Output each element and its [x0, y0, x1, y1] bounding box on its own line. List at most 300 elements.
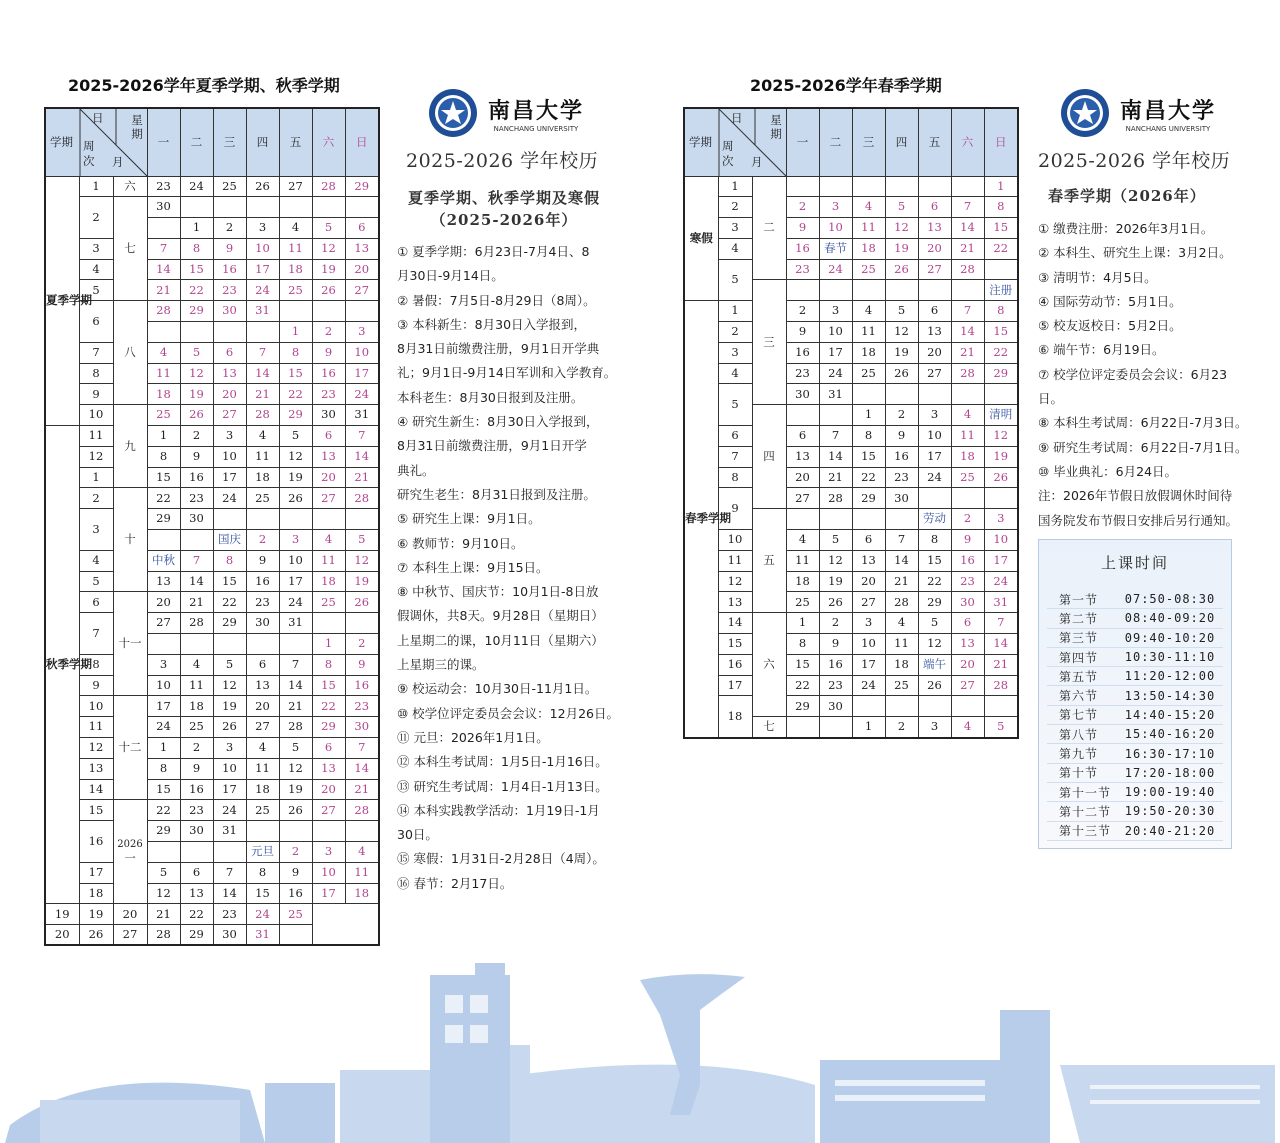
day-cell: 23	[180, 800, 213, 821]
calendar-row	[684, 301, 1018, 322]
note-line: 上星期二的课，10月11日（星期六）	[397, 632, 604, 648]
month-label: 六	[752, 613, 786, 717]
calendar-row	[45, 696, 379, 717]
day-cell: 21	[885, 571, 918, 592]
day-cell	[147, 322, 180, 343]
class-times-list	[1047, 590, 1223, 841]
calendar-row	[684, 384, 1018, 405]
day-cell	[246, 509, 279, 530]
day-cell: 18	[345, 883, 379, 904]
day-cell: 12	[984, 426, 1018, 447]
day-cell: 15	[984, 218, 1018, 239]
day-cell: 16	[180, 467, 213, 488]
day-cell: 10	[852, 634, 885, 655]
week-number: 9	[79, 384, 113, 405]
semester-label: 寒假	[684, 176, 718, 301]
period-time: 19:00-19:40	[1124, 785, 1216, 800]
day-cell: 1	[180, 218, 213, 239]
day-cell: 23	[786, 363, 819, 384]
day-cell: 7	[345, 738, 379, 759]
calendar-row	[45, 613, 379, 634]
day-cell: 19	[279, 467, 312, 488]
day-cell: 春节	[819, 238, 852, 259]
class-period-row	[1047, 764, 1223, 783]
day-cell: 24	[147, 717, 180, 738]
note-line: 8月31日前缴费注册，9月1日开学	[397, 438, 587, 454]
day-cell: 10	[819, 218, 852, 239]
day-cell: 19	[885, 342, 918, 363]
week-number: 12	[79, 738, 113, 759]
note-line: ③ 本科新生：8月30日入学报到，	[397, 316, 587, 332]
day-cell: 30	[180, 821, 213, 842]
day-cell: 24	[852, 675, 885, 696]
day-cell: 22	[312, 696, 345, 717]
period-time: 13:50-14:30	[1124, 688, 1216, 703]
month-label: 七	[113, 197, 147, 301]
day-cell: 9	[885, 426, 918, 447]
day-cell: 7	[345, 426, 379, 447]
period-time: 19:50-20:30	[1124, 804, 1216, 819]
day-cell: 9	[819, 634, 852, 655]
week-number: 1	[79, 176, 113, 197]
day-cell: 7	[147, 238, 180, 259]
university-emblem-icon	[428, 88, 478, 138]
calendar-row	[684, 322, 1018, 343]
class-period-row	[1047, 744, 1223, 763]
week-number: 4	[79, 259, 113, 280]
day-cell: 16	[786, 342, 819, 363]
day-cell: 20	[786, 467, 819, 488]
week-number: 4	[79, 550, 113, 571]
calendar-row	[45, 717, 379, 738]
day-cell: 27	[345, 280, 379, 301]
note-line: 礼；9月1日-9月14日军训和入学教育。	[397, 365, 617, 381]
header-thu: 四	[246, 108, 279, 176]
day-cell: 23	[885, 467, 918, 488]
note-line: 国务院发布节假日安排后另行通知。	[1038, 512, 1239, 528]
day-cell: 15	[213, 571, 246, 592]
day-cell: 12	[885, 218, 918, 239]
day-cell: 中秋	[147, 550, 180, 571]
day-cell: 1	[147, 738, 180, 759]
header-tue: 二	[819, 108, 852, 176]
day-cell: 7	[279, 654, 312, 675]
day-cell: 21	[345, 467, 379, 488]
day-cell: 27	[246, 717, 279, 738]
day-cell: 26	[279, 800, 312, 821]
calendar-row	[45, 301, 379, 322]
day-cell: 8	[312, 654, 345, 675]
day-cell	[918, 696, 951, 717]
calendar-row	[684, 467, 1018, 488]
day-cell: 20	[213, 384, 246, 405]
day-cell	[852, 696, 885, 717]
day-cell: 10	[819, 322, 852, 343]
day-cell: 28	[951, 259, 984, 280]
calendar-row	[45, 821, 379, 842]
day-cell: 30	[312, 405, 345, 426]
day-cell: 8	[918, 530, 951, 551]
day-cell: 18	[852, 342, 885, 363]
calendar-row	[45, 384, 379, 405]
note-line: ⑥ 端午节：6月19日。	[1038, 342, 1165, 358]
header-mon: 一	[786, 108, 819, 176]
day-cell: 17	[819, 342, 852, 363]
day-cell: 1	[279, 322, 312, 343]
day-cell	[312, 509, 345, 530]
university-logo-left	[428, 88, 584, 138]
day-cell: 2	[885, 717, 918, 738]
note-line: ② 本科生、研究生上课：3月2日。	[1038, 245, 1232, 261]
note-line: ⑮ 寒假：1月31日-2月28日（4周）。	[397, 851, 605, 867]
day-cell: 27	[951, 675, 984, 696]
calendar-row	[45, 571, 379, 592]
note-line: ⑧ 中秋节、国庆节：10月1日-8日放	[397, 584, 599, 600]
right-calendar-title: 2025-2026学年春季学期	[750, 76, 942, 95]
note-line: 上星期三的课。	[397, 657, 485, 673]
day-cell	[984, 384, 1018, 405]
day-cell: 14	[345, 758, 379, 779]
day-cell: 2	[312, 322, 345, 343]
day-cell: 16	[213, 259, 246, 280]
day-cell: 14	[951, 218, 984, 239]
week-number: 3	[718, 218, 752, 239]
note-line: ⑨ 校运动会：10月30日-11月1日。	[397, 681, 598, 697]
day-cell: 15	[279, 363, 312, 384]
day-cell: 13	[312, 758, 345, 779]
notes-left-list	[397, 240, 619, 896]
calendar-row	[684, 446, 1018, 467]
day-cell: 24	[819, 363, 852, 384]
day-cell: 21	[951, 342, 984, 363]
day-cell: 26	[345, 592, 379, 613]
day-cell: 2	[246, 530, 279, 551]
calendar-row	[684, 197, 1018, 218]
day-cell: 16	[786, 238, 819, 259]
day-cell: 1	[852, 405, 885, 426]
day-cell: 11	[147, 363, 180, 384]
week-number: 12	[79, 446, 113, 467]
day-cell: 18	[786, 571, 819, 592]
day-cell: 14	[819, 446, 852, 467]
day-cell: 13	[918, 218, 951, 239]
header-fri: 五	[279, 108, 312, 176]
period-name: 第三节	[1059, 631, 1099, 646]
calendar-row	[684, 571, 1018, 592]
day-cell: 7	[885, 530, 918, 551]
day-cell: 3	[819, 197, 852, 218]
day-cell: 23	[246, 592, 279, 613]
day-cell: 15	[246, 883, 279, 904]
month-label: 四	[752, 405, 786, 509]
note-line: 注：2026年节假日放假调休时间待	[1038, 488, 1233, 504]
day-cell: 29	[147, 509, 180, 530]
day-cell: 28	[147, 301, 180, 322]
day-cell: 15	[312, 675, 345, 696]
calendar-row	[45, 925, 379, 946]
day-cell: 19	[279, 779, 312, 800]
day-cell: 3	[213, 426, 246, 447]
day-cell: 11	[852, 322, 885, 343]
class-period-row	[1047, 783, 1223, 802]
day-cell: 24	[345, 384, 379, 405]
day-cell: 13	[147, 571, 180, 592]
day-cell	[345, 301, 379, 322]
logo-chinese-name: 南昌大学	[1120, 97, 1217, 124]
day-cell: 17	[312, 883, 345, 904]
day-cell: 28	[147, 925, 180, 946]
day-cell	[312, 197, 345, 218]
header-wed: 三	[213, 108, 246, 176]
day-cell: 6	[786, 426, 819, 447]
day-cell: 26	[918, 675, 951, 696]
day-cell	[984, 259, 1018, 280]
day-cell: 25	[246, 488, 279, 509]
header-corner	[684, 108, 786, 176]
period-time: 10:30-11:10	[1124, 650, 1216, 665]
day-cell: 31	[984, 592, 1018, 613]
week-number: 3	[79, 509, 113, 551]
calendar-row	[684, 675, 1018, 696]
day-cell	[786, 405, 819, 426]
class-period-row	[1047, 590, 1223, 609]
week-number: 8	[718, 467, 752, 488]
logo-chinese-name: 南昌大学	[488, 97, 585, 124]
day-cell: 8	[984, 301, 1018, 322]
day-cell: 29	[984, 363, 1018, 384]
day-cell: 9	[180, 446, 213, 467]
calendar-row	[684, 654, 1018, 675]
day-cell: 7	[984, 613, 1018, 634]
class-period-row	[1047, 648, 1223, 667]
period-name: 第七节	[1059, 708, 1099, 723]
note-line: 典礼。	[397, 462, 435, 478]
day-cell	[213, 197, 246, 218]
note-line: 假调休，共8天。9月28日（星期日）	[397, 608, 604, 624]
day-cell: 11	[246, 758, 279, 779]
day-cell: 4	[951, 717, 984, 738]
day-cell: 22	[213, 592, 246, 613]
day-cell: 20	[852, 571, 885, 592]
day-cell: 12	[279, 758, 312, 779]
class-times-panel	[1038, 539, 1232, 849]
day-cell: 6	[951, 613, 984, 634]
period-time: 20:40-21:20	[1124, 823, 1216, 838]
header-weekday-label: 星期	[131, 113, 143, 142]
note-line: 本科老生：8月30日报到及注册。	[397, 389, 584, 405]
day-cell	[951, 696, 984, 717]
day-cell: 23	[819, 675, 852, 696]
day-cell: 29	[312, 717, 345, 738]
month-label: 十二	[113, 696, 147, 800]
day-cell	[786, 717, 819, 738]
day-cell: 17	[246, 259, 279, 280]
day-cell: 23	[147, 176, 180, 197]
calendar-row	[684, 634, 1018, 655]
month-name: 一	[124, 850, 136, 865]
day-cell	[819, 280, 852, 301]
day-cell: 3	[819, 301, 852, 322]
note-line: ⑦ 本科生上课：9月15日。	[397, 559, 549, 575]
note-line: 月30日-9月14日。	[397, 268, 504, 284]
note-line: ⑨ 研究生考试周：6月22日-7月1日。	[1038, 439, 1248, 455]
notes-right-list	[1038, 217, 1248, 533]
day-cell: 2	[951, 509, 984, 530]
week-number: 10	[79, 405, 113, 426]
day-cell: 17	[984, 550, 1018, 571]
day-cell	[279, 509, 312, 530]
day-cell: 10	[312, 862, 345, 883]
calendar-row	[45, 758, 379, 779]
day-cell: 9	[279, 862, 312, 883]
day-cell: 10	[213, 758, 246, 779]
day-cell: 25	[885, 675, 918, 696]
calendar-row	[684, 259, 1018, 280]
day-cell	[279, 821, 312, 842]
day-cell	[180, 634, 213, 655]
day-cell: 22	[852, 467, 885, 488]
day-cell: 2	[345, 634, 379, 655]
day-cell: 13	[786, 446, 819, 467]
day-cell: 2	[279, 842, 312, 863]
calendar-row	[684, 592, 1018, 613]
day-cell: 26	[885, 259, 918, 280]
day-cell: 4	[885, 613, 918, 634]
day-cell: 27	[113, 925, 147, 946]
day-cell: 24	[984, 571, 1018, 592]
notes-left-heading: 夏季学期、秋季学期及寒假 （2025-2026年）	[407, 189, 600, 229]
calendar-row	[45, 862, 379, 883]
day-cell	[918, 280, 951, 301]
day-cell: 2	[213, 218, 246, 239]
day-cell: 25	[852, 363, 885, 384]
day-cell: 21	[246, 384, 279, 405]
day-cell: 11	[180, 675, 213, 696]
day-cell: 19	[213, 696, 246, 717]
day-cell: 16	[885, 446, 918, 467]
day-cell: 10	[213, 446, 246, 467]
day-cell: 6	[312, 738, 345, 759]
calendar-row	[45, 446, 379, 467]
day-cell: 劳动	[918, 509, 951, 530]
header-day-label: 日	[731, 111, 743, 125]
week-number: 2	[79, 488, 113, 509]
day-cell: 14	[984, 634, 1018, 655]
calendar-row	[45, 405, 379, 426]
day-cell: 6	[918, 197, 951, 218]
week-number: 6	[79, 301, 113, 343]
day-cell	[885, 176, 918, 197]
day-cell: 18	[279, 259, 312, 280]
day-cell	[180, 197, 213, 218]
calendar-row	[684, 426, 1018, 447]
week-number: 9	[718, 488, 752, 530]
month-year: 2026	[117, 838, 143, 850]
day-cell: 31	[819, 384, 852, 405]
header-week-label: 周 次	[83, 139, 95, 168]
day-cell: 29	[279, 405, 312, 426]
day-cell	[345, 613, 379, 634]
day-cell: 15	[147, 779, 180, 800]
day-cell: 25	[180, 717, 213, 738]
university-emblem-icon	[1060, 88, 1110, 138]
day-cell: 27	[786, 488, 819, 509]
week-number: 11	[718, 550, 752, 571]
day-cell: 28	[246, 405, 279, 426]
day-cell	[951, 488, 984, 509]
day-cell: 9	[213, 238, 246, 259]
day-cell: 18	[852, 238, 885, 259]
day-cell: 27	[279, 176, 312, 197]
day-cell: 23	[213, 904, 246, 925]
day-cell: 21	[984, 654, 1018, 675]
day-cell: 4	[786, 530, 819, 551]
day-cell: 端午	[918, 654, 951, 675]
day-cell: 27	[852, 592, 885, 613]
day-cell	[819, 717, 852, 738]
week-number: 7	[79, 342, 113, 363]
day-cell: 10	[279, 550, 312, 571]
week-number: 16	[79, 821, 113, 863]
day-cell	[918, 176, 951, 197]
day-cell: 7	[951, 197, 984, 218]
day-cell: 9	[180, 758, 213, 779]
day-cell: 16	[951, 550, 984, 571]
day-cell: 5	[147, 862, 180, 883]
day-cell: 27	[213, 405, 246, 426]
day-cell: 12	[147, 883, 180, 904]
day-cell: 元旦	[246, 842, 279, 863]
week-number: 14	[79, 779, 113, 800]
day-cell: 5	[918, 613, 951, 634]
period-time: 17:20-18:00	[1124, 765, 1216, 780]
day-cell: 15	[180, 259, 213, 280]
day-cell: 28	[984, 675, 1018, 696]
day-cell: 12	[345, 550, 379, 571]
day-cell: 7	[213, 862, 246, 883]
day-cell: 30	[345, 717, 379, 738]
day-cell: 31	[279, 613, 312, 634]
day-cell: 29	[786, 696, 819, 717]
header-week-label: 周 次	[722, 139, 734, 168]
day-cell: 26	[180, 405, 213, 426]
day-cell: 25	[246, 800, 279, 821]
day-cell: 8	[852, 426, 885, 447]
calendar-row	[684, 342, 1018, 363]
header-mon: 一	[147, 108, 180, 176]
day-cell: 26	[79, 925, 113, 946]
day-cell: 20	[345, 259, 379, 280]
day-cell: 24	[279, 592, 312, 613]
calendar-row	[45, 280, 379, 301]
day-cell: 28	[312, 176, 345, 197]
day-cell: 28	[345, 488, 379, 509]
day-cell: 24	[246, 280, 279, 301]
logo-english-name: NANCHANG UNIVERSITY	[1125, 124, 1211, 133]
day-cell	[180, 842, 213, 863]
day-cell	[279, 925, 312, 946]
header-semester-label: 学期	[689, 135, 712, 149]
period-name: 第六节	[1059, 689, 1099, 704]
day-cell: 8	[213, 550, 246, 571]
day-cell: 28	[279, 717, 312, 738]
day-cell: 12	[180, 363, 213, 384]
day-cell: 22	[180, 904, 213, 925]
period-name: 第十一节	[1059, 785, 1112, 800]
day-cell: 20	[246, 696, 279, 717]
calendar-row	[684, 363, 1018, 384]
day-cell: 26	[312, 280, 345, 301]
